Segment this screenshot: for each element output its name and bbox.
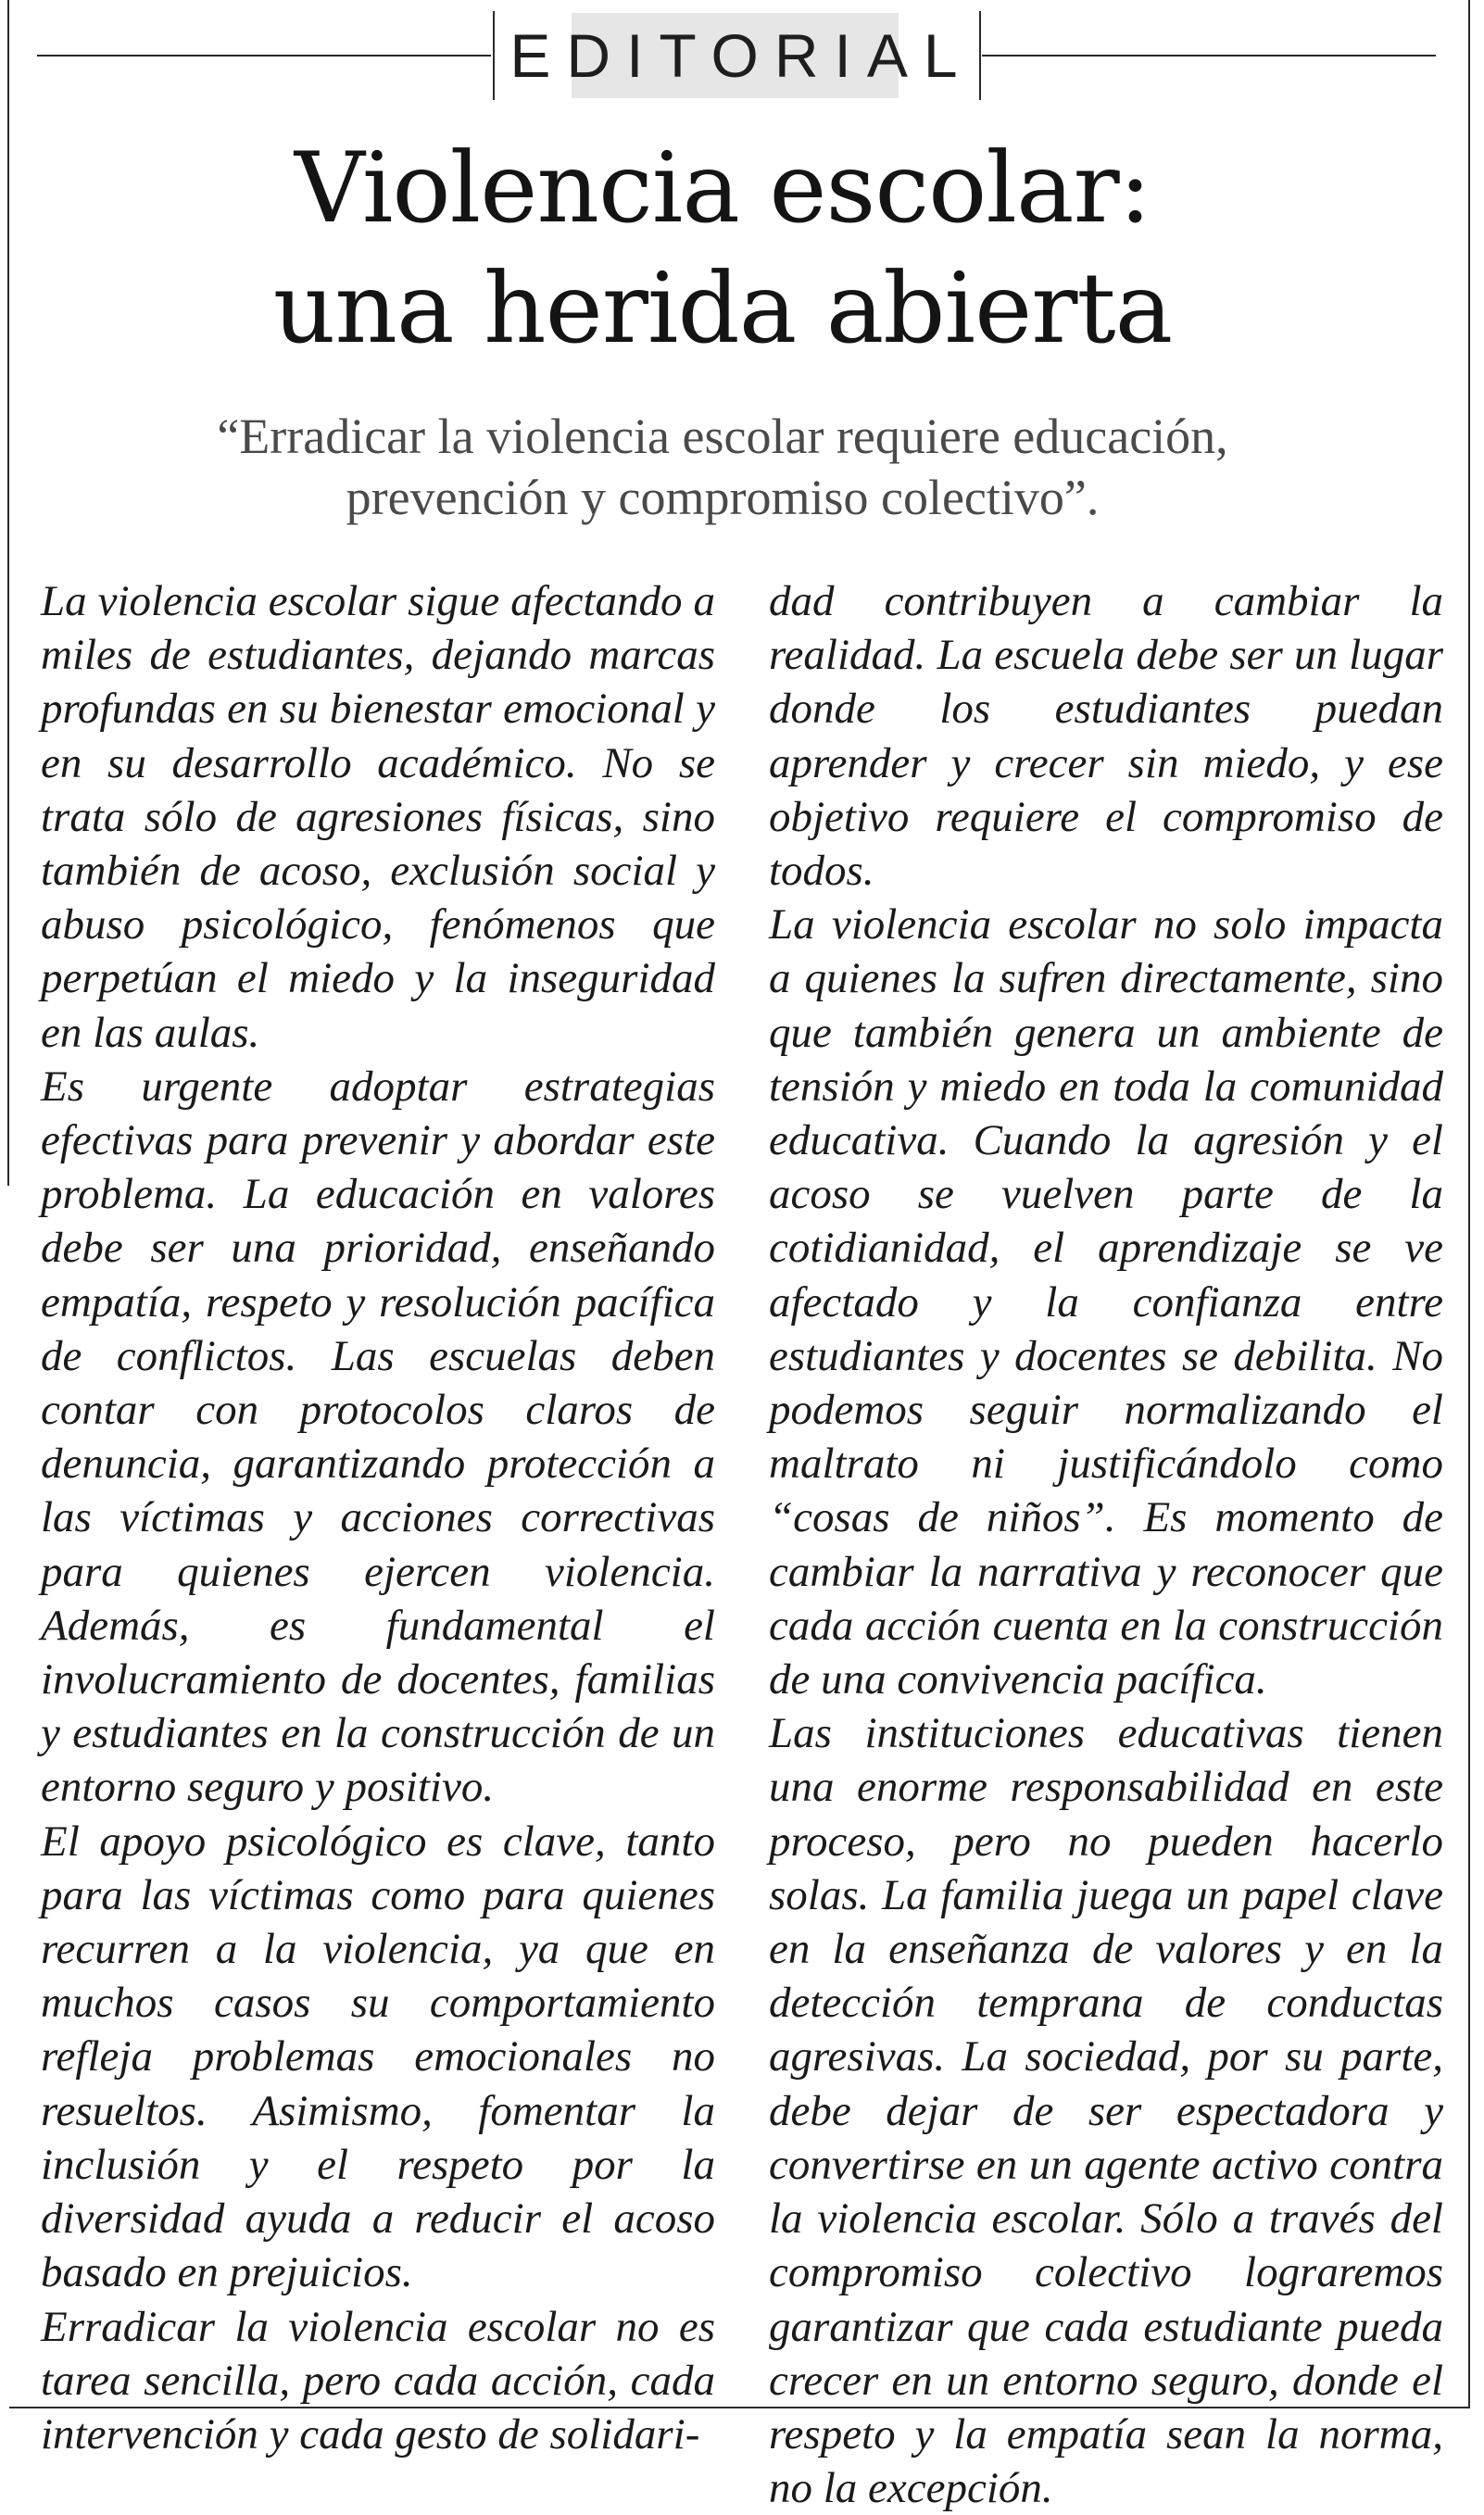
body-paragraph: dad contribuyen a cambiar la realidad. La escuela debe ser un lugar donde los estudiantes puedan aprender y crecer sin miedo, y ese objetivo requiere el compromiso de todos. bbox=[769, 577, 1443, 896]
body-paragraph: La violencia escolar sigue afectando a miles de estudiantes, dejando marcas profundas en su bienestar emocional y en su desarrollo académico. No se trata sólo de agresiones físicas, sino también de acoso, exclusión social y abuso psicológico, fenómenos que perpetúan el miedo y la inseguridad en las aulas. bbox=[41, 577, 715, 1057]
section-label: EDITORIAL bbox=[572, 13, 899, 98]
body-paragraph: Es urgente adoptar estrategias efectivas para prevenir y abordar este problema. La educación en valores debe ser una prioridad, enseñando empatía, respeto y resolución pacífica de conflictos. Las escuelas deben contar con protocolos claros de denuncia, garantizando protección a las víctimas y acciones correctivas para quienes ejercen violencia. Además, es fundamental el involucramiento de docentes, familias y estudiantes en la construcción de un entorno seguro y positivo. bbox=[41, 1062, 715, 1812]
headline bbox=[0, 128, 1445, 369]
body-column-left bbox=[41, 574, 715, 2461]
body-paragraph: Erradicar la violencia escolar no es tarea sencilla, pero cada acción, cada intervención y cada gesto de solidari- bbox=[41, 2302, 715, 2458]
headline-line-1: Violencia escolar: bbox=[294, 132, 1151, 245]
body-paragraph: La violencia escolar no solo impacta a quienes la sufren directamente, sino que también genera un ambiente de tensión y miedo en toda la comunidad educativa. Cuando la agresión y el acoso se vuelven parte de la cotidianidad, el aprendizaje se ve afectado y la confianza entre estudiantes y docentes se debilita. No podemos seguir normalizando el maltrato ni justificándolo como “cosas de niños”. Es momento de cambiar la narrativa y reconocer que cada acción cuenta en la construcción de una convivencia pacífica. bbox=[769, 900, 1443, 1704]
header-divider-left bbox=[493, 11, 495, 100]
body-paragraph: El apoyo psicológico es clave, tanto para las víctimas como para quienes recurren a la violencia, ya que en muchos casos su comportamiento refleja problemas emocionales no resueltos. Asimismo, fomentar la inclusión y el respeto por la diversidad ayuda a reducir el acoso basado en prejuicios. bbox=[41, 1817, 715, 2297]
headline-line-2: una herida abierta bbox=[272, 252, 1173, 365]
page-border-right bbox=[1468, 0, 1470, 2408]
body-paragraph: Las instituciones educativas tienen una enorme responsabilidad en este proceso, pero no pueden hacerlo solas. La familia juega un papel clave en la enseñanza de valores y en la detección temprana de conductas agresivas. La sociedad, por su parte, debe dejar de ser espectadora y convertirse en un agente activo contra la violencia escolar. Sólo a través del compromiso colectivo lograremos garantizar que cada estudiante pueda crecer en un entorno seguro, donde el respeto y la empatía sean la norma, no la excepción. bbox=[769, 1709, 1443, 2513]
pull-quote-deck bbox=[0, 406, 1445, 528]
header-rule-right bbox=[982, 55, 1436, 57]
header-divider-right bbox=[979, 11, 981, 100]
body-column-right bbox=[769, 574, 1443, 2515]
deck-line-1: “Erradicar la violencia escolar requiere educación, bbox=[217, 409, 1228, 464]
deck-line-2: prevención y compromiso colectivo”. bbox=[346, 470, 1100, 525]
header-rule-left bbox=[37, 55, 491, 57]
